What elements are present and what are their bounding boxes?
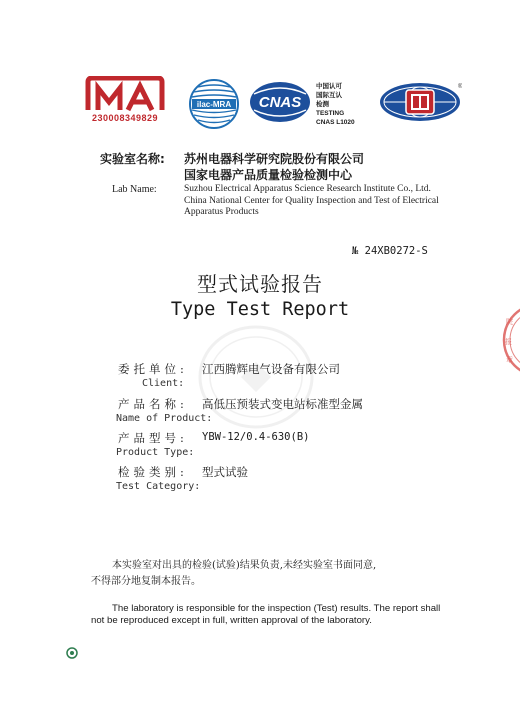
report-number: № 24XB0272-S bbox=[352, 245, 428, 257]
client-label-cn: 委托单位: bbox=[118, 362, 188, 376]
client-value: 江西腾辉电气设备有限公司 bbox=[202, 362, 340, 376]
notice-en-line-1: The laboratory is responsible for the inspection (Test) results. The report shall bbox=[112, 603, 441, 614]
lab-label-cn: 实验室名称: bbox=[100, 152, 165, 166]
svg-text:CNAS: CNAS bbox=[258, 94, 302, 111]
cma-code: 230008349829 bbox=[91, 113, 159, 123]
product-type-label-en: Product Type: bbox=[116, 447, 195, 458]
red-stamp-fragment bbox=[500, 300, 520, 380]
svg-text:®: ® bbox=[458, 84, 462, 90]
cnas-line: 中国认可 bbox=[316, 83, 342, 90]
lab-name-en-1: Suzhou Electrical Apparatus Science Research Institute Co., Ltd. bbox=[184, 184, 431, 194]
lab-label-en: Lab Name: bbox=[112, 184, 157, 195]
cnas-logo bbox=[248, 80, 312, 124]
lab-name-en-3: Apparatus Products bbox=[184, 207, 259, 217]
product-name-value: 高低压预装式变电站标准型金属 bbox=[202, 397, 363, 411]
report-title-en: Type Test Report bbox=[170, 299, 350, 320]
cnas-line: CNAS L1020 bbox=[316, 119, 355, 126]
cnas-line: 国际互认 bbox=[316, 92, 342, 99]
page-mark-icon bbox=[66, 647, 78, 659]
client-label-en: Client: bbox=[142, 378, 185, 389]
lab-name-cn-2: 国家电器产品质量检验检测中心 bbox=[184, 168, 353, 182]
test-category-value: 型式试验 bbox=[202, 465, 248, 479]
test-category-label-cn: 检验类别: bbox=[118, 465, 188, 479]
accreditation-logos bbox=[0, 70, 520, 130]
product-name-label-cn: 产品名称: bbox=[118, 397, 188, 411]
product-type-label-cn: 产品型号: bbox=[118, 431, 188, 445]
certification-globe-logo bbox=[378, 80, 462, 124]
notice-cn-line-1: 本实验室对出具的检验(试验)结果负责,未经实验室书面同意, bbox=[112, 560, 377, 571]
notice-en-line-2: not be reproduced except in full, written approval of the laboratory. bbox=[91, 615, 372, 626]
lab-name-cn-1: 苏州电器科学研究院股份有限公司 bbox=[184, 152, 365, 166]
report-title-cn: 型式试验报告 bbox=[197, 272, 323, 296]
svg-text:章: 章 bbox=[506, 356, 513, 364]
cnas-line: TESTING bbox=[316, 110, 345, 117]
cnas-accreditation-text bbox=[316, 82, 355, 127]
svg-text:院: 院 bbox=[506, 318, 513, 326]
watermark-seal bbox=[196, 322, 316, 432]
product-type-value: YBW-12/0.4-630(B) bbox=[202, 431, 310, 443]
svg-text:ilac-MRA: ilac-MRA bbox=[196, 100, 232, 109]
lab-name-en-2: China National Center for Quality Inspection and Test of Electrical bbox=[184, 195, 439, 206]
notice-cn-line-2: 不得部分地复制本报告。 bbox=[91, 576, 201, 587]
ilac-mra-logo bbox=[188, 78, 240, 130]
cma-logo bbox=[84, 76, 166, 112]
product-name-label-en: Name of Product: bbox=[116, 413, 213, 424]
cnas-line: 检测 bbox=[316, 101, 329, 108]
test-category-label-en: Test Category: bbox=[116, 481, 201, 492]
svg-text:报: 报 bbox=[505, 338, 512, 346]
